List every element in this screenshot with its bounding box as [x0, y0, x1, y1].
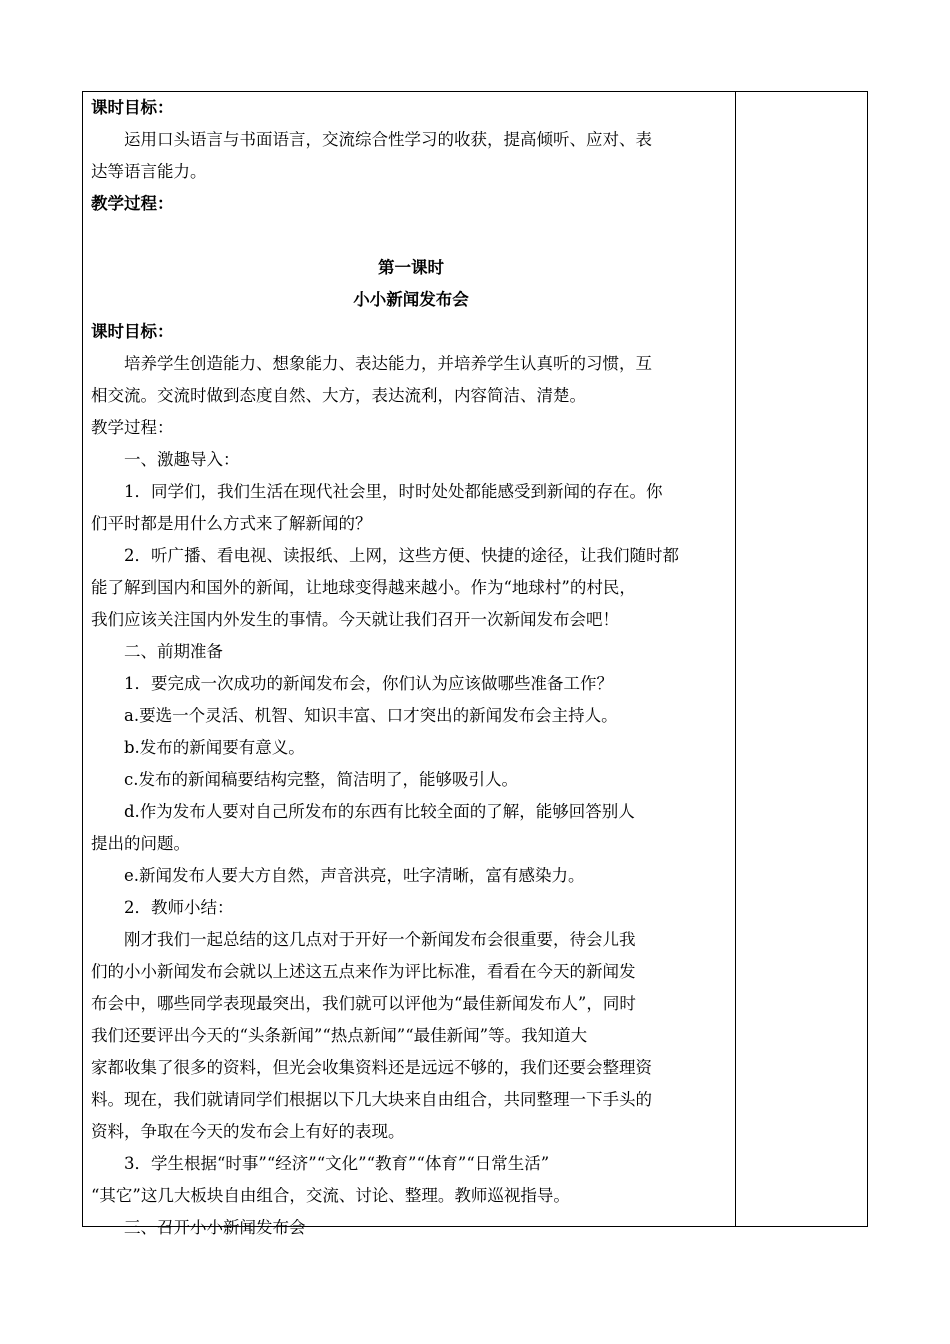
paragraph-line: 我们应该关注国内外发生的事情。今天就让我们召开一次新闻发布会吧！ [91, 610, 619, 629]
list-item: 提出的问题。 [91, 834, 190, 853]
paragraph-line: 们的小小新闻发布会就以上述这五点来作为评比标准，看看在今天的新闻发 [91, 962, 636, 981]
list-item: e.新闻发布人要大方自然，声音洪亮，吐字清晰，富有感染力。 [124, 866, 585, 885]
paragraph-line: 刚才我们一起总结的这几点对于开好一个新闻发布会很重要，待会儿我 [124, 930, 636, 949]
paragraph-line: 3．学生根据“时事”“经济”“文化”“教育”“体育”“日常生活” [124, 1154, 550, 1173]
list-item: c.发布的新闻稿要结构完整，简洁明了，能够吸引人。 [124, 770, 518, 789]
goal-heading: 课时目标： [91, 98, 174, 117]
paragraph-line: 2．教师小结： [124, 898, 234, 917]
paragraph-line: 布会中，哪些同学表现最突出，我们就可以评他为“最佳新闻发布人”，同时 [91, 994, 636, 1013]
paragraph-line: 我们还要评出今天的“头条新闻”“热点新闻”“最佳新闻”等。我知道大 [91, 1026, 588, 1045]
paragraph-line: 料。现在，我们就请同学们根据以下几大块来自由组合，共同整理一下手头的 [91, 1090, 652, 1109]
goal-text-line: 达等语言能力。 [91, 162, 207, 181]
section-heading: 三、召开小小新闻发布会 [124, 1218, 306, 1237]
lesson-title: 第一课时 [378, 258, 444, 277]
goal-heading: 课时目标： [91, 322, 174, 341]
process-heading: 教学过程： [91, 418, 174, 437]
paragraph-line: “其它”这几大板块自由组合，交流、讨论、整理。教师巡视指导。 [91, 1186, 570, 1205]
goal-text-line: 运用口头语言与书面语言，交流综合性学习的收获，提高倾听、应对、表 [124, 130, 652, 149]
list-item: d.作为发布人要对自己所发布的东西有比较全面的了解，能够回答别人 [124, 802, 635, 821]
paragraph-line: 2．听广播、看电视、读报纸、上网，这些方便、快捷的途径，让我们随时都 [124, 546, 679, 565]
paragraph-line: 家都收集了很多的资料，但光会收集资料还是远远不够的，我们还要会整理资 [91, 1058, 652, 1077]
lesson-subtitle: 小小新闻发布会 [353, 290, 469, 309]
main-content-cell [91, 92, 731, 1244]
lesson-plan-table [82, 91, 868, 1237]
process-heading: 教学过程： [91, 194, 174, 213]
column-divider [735, 92, 736, 1226]
section-heading: 一、激趣导入： [124, 450, 240, 469]
paragraph-line: 能了解到国内和国外的新闻，让地球变得越来越小。作为“地球村”的村民， [91, 578, 636, 597]
paragraph-line: 们平时都是用什么方式来了解新闻的？ [91, 514, 372, 533]
list-item: a.要选一个灵活、机智、知识丰富、口才突出的新闻发布会主持人。 [124, 706, 618, 725]
paragraph-line: 1．同学们，我们生活在现代社会里，时时处处都能感受到新闻的存在。你 [124, 482, 663, 501]
list-item: b.发布的新闻要有意义。 [124, 738, 305, 757]
goal-text-line: 培养学生创造能力、想象能力、表达能力，并培养学生认真听的习惯，互 [124, 354, 652, 373]
goal-text-line: 相交流。交流时做到态度自然、大方，表达流利，内容简洁、清楚。 [91, 386, 586, 405]
paragraph-line: 1．要完成一次成功的新闻发布会，你们认为应该做哪些准备工作？ [124, 674, 613, 693]
section-heading: 二、前期准备 [124, 642, 223, 661]
paragraph-line: 资料，争取在今天的发布会上有好的表现。 [91, 1122, 405, 1141]
